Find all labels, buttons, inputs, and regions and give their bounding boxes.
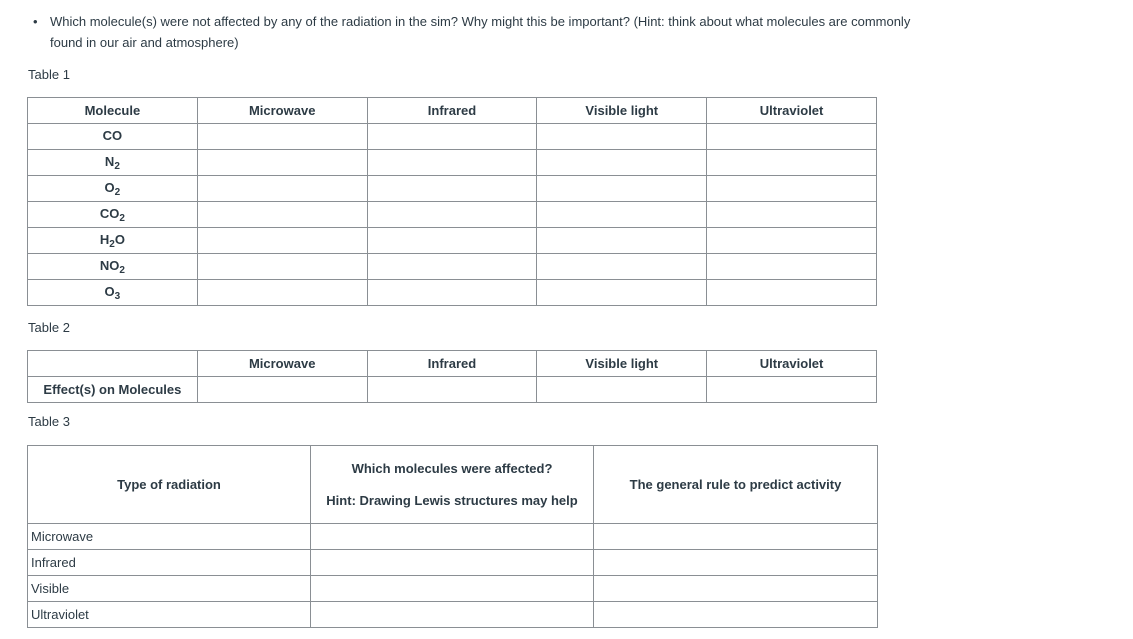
answer-cell[interactable]: [197, 150, 367, 176]
molecule-subscript: 3: [114, 290, 121, 302]
table-row: [28, 150, 877, 176]
table2-effects: [27, 350, 877, 403]
table-row: [28, 550, 878, 576]
radiation-type-cell: Ultraviolet: [28, 602, 311, 628]
header-molecule: Molecule: [28, 98, 198, 124]
molecule-cell: [28, 280, 198, 306]
answer-cell[interactable]: [594, 602, 878, 628]
table3-label: Table 3: [28, 414, 70, 429]
answer-cell[interactable]: [537, 176, 707, 202]
answer-cell[interactable]: [537, 150, 707, 176]
answer-cell[interactable]: [311, 550, 594, 576]
header-ultraviolet: Ultraviolet: [707, 98, 877, 124]
molecule-formula: CO: [99, 205, 120, 221]
answer-cell[interactable]: [707, 377, 877, 403]
answer-cell[interactable]: [594, 524, 878, 550]
table-header-row: [28, 446, 878, 524]
molecule-formula-tail: O: [114, 231, 125, 247]
molecule-cell: [28, 176, 198, 202]
answer-cell[interactable]: [537, 254, 707, 280]
answer-cell[interactable]: [197, 228, 367, 254]
table-row: [28, 602, 878, 628]
answer-cell[interactable]: [537, 377, 707, 403]
molecule-cell: [28, 150, 198, 176]
answer-cell[interactable]: [197, 176, 367, 202]
table-header-row: [28, 98, 877, 124]
answer-cell[interactable]: [197, 254, 367, 280]
table1-molecule-radiation: [27, 97, 877, 306]
header-general-rule: The general rule to predict activity: [594, 446, 878, 524]
header-microwave: Microwave: [197, 98, 367, 124]
table-header-row: [28, 351, 877, 377]
table-row: [28, 280, 877, 306]
molecule-cell: [28, 228, 198, 254]
header-microwave: Microwave: [197, 351, 367, 377]
answer-cell[interactable]: [707, 228, 877, 254]
answer-cell[interactable]: [537, 280, 707, 306]
answer-cell[interactable]: [707, 202, 877, 228]
header-molecules-affected: [311, 446, 594, 524]
molecule-formula: H: [99, 231, 110, 247]
molecule-subscript: 2: [114, 160, 120, 172]
table-row: [28, 202, 877, 228]
radiation-type-cell: Microwave: [28, 524, 311, 550]
answer-cell[interactable]: [594, 576, 878, 602]
answer-cell[interactable]: [311, 576, 594, 602]
radiation-type-cell: Visible: [28, 576, 311, 602]
answer-cell[interactable]: [311, 524, 594, 550]
table-row: [28, 377, 877, 403]
molecule-cell: [28, 254, 198, 280]
molecule-cell: [28, 202, 198, 228]
answer-cell[interactable]: [367, 228, 537, 254]
header-affected-question: Which molecules were affected?: [351, 460, 553, 476]
answer-cell[interactable]: [367, 202, 537, 228]
answer-cell[interactable]: [537, 228, 707, 254]
header-affected-hint: Hint: Drawing Lewis structures may help: [326, 492, 578, 508]
answer-cell[interactable]: [367, 254, 537, 280]
answer-cell[interactable]: [537, 202, 707, 228]
header-ultraviolet: Ultraviolet: [707, 351, 877, 377]
molecule-formula: O: [104, 179, 115, 195]
molecule-subscript: 2: [119, 212, 125, 224]
answer-cell[interactable]: [197, 280, 367, 306]
table-row: [28, 254, 877, 280]
answer-cell[interactable]: [367, 124, 537, 150]
molecule-formula: CO: [102, 127, 123, 143]
radiation-type-cell: Infrared: [28, 550, 311, 576]
answer-cell[interactable]: [197, 377, 367, 403]
molecule-formula: O: [104, 283, 115, 299]
molecule-subscript: 2: [119, 264, 125, 276]
table-row: [28, 176, 877, 202]
table-row: [28, 524, 878, 550]
header-infrared: Infrared: [367, 351, 537, 377]
answer-cell[interactable]: [197, 124, 367, 150]
header-empty: [28, 351, 198, 377]
molecule-formula: NO: [99, 257, 120, 273]
answer-cell[interactable]: [707, 124, 877, 150]
question-bullet: [33, 11, 923, 53]
molecule-subscript: 2: [109, 238, 115, 250]
answer-cell[interactable]: [367, 280, 537, 306]
answer-cell[interactable]: [367, 176, 537, 202]
row-label-effects: Effect(s) on Molecules: [28, 377, 198, 403]
table-row: [28, 124, 877, 150]
table3-radiation-summary: [27, 445, 878, 628]
bullet-dot: •: [33, 14, 38, 29]
header-infrared: Infrared: [367, 98, 537, 124]
molecule-formula: N: [104, 153, 115, 169]
table-row: [28, 228, 877, 254]
answer-cell[interactable]: [707, 176, 877, 202]
header-type-of-radiation: Type of radiation: [28, 446, 311, 524]
molecule-subscript: 2: [114, 186, 121, 198]
question-text: Which molecule(s) were not affected by any of the radiation in the sim? Why might this be important? (Hint: think about what molecules are commonly found in our air and atmosphere): [50, 14, 911, 50]
table-row: [28, 576, 878, 602]
answer-cell[interactable]: [707, 150, 877, 176]
answer-cell[interactable]: [537, 124, 707, 150]
answer-cell[interactable]: [367, 377, 537, 403]
header-visible-light: Visible light: [537, 351, 707, 377]
answer-cell[interactable]: [367, 150, 537, 176]
answer-cell[interactable]: [707, 254, 877, 280]
table1-label: Table 1: [28, 67, 70, 82]
molecule-cell: [28, 124, 198, 150]
header-visible-light: Visible light: [537, 98, 707, 124]
answer-cell[interactable]: [197, 202, 367, 228]
table2-label: Table 2: [28, 320, 70, 335]
answer-cell[interactable]: [594, 550, 878, 576]
answer-cell[interactable]: [311, 602, 594, 628]
answer-cell[interactable]: [707, 280, 877, 306]
